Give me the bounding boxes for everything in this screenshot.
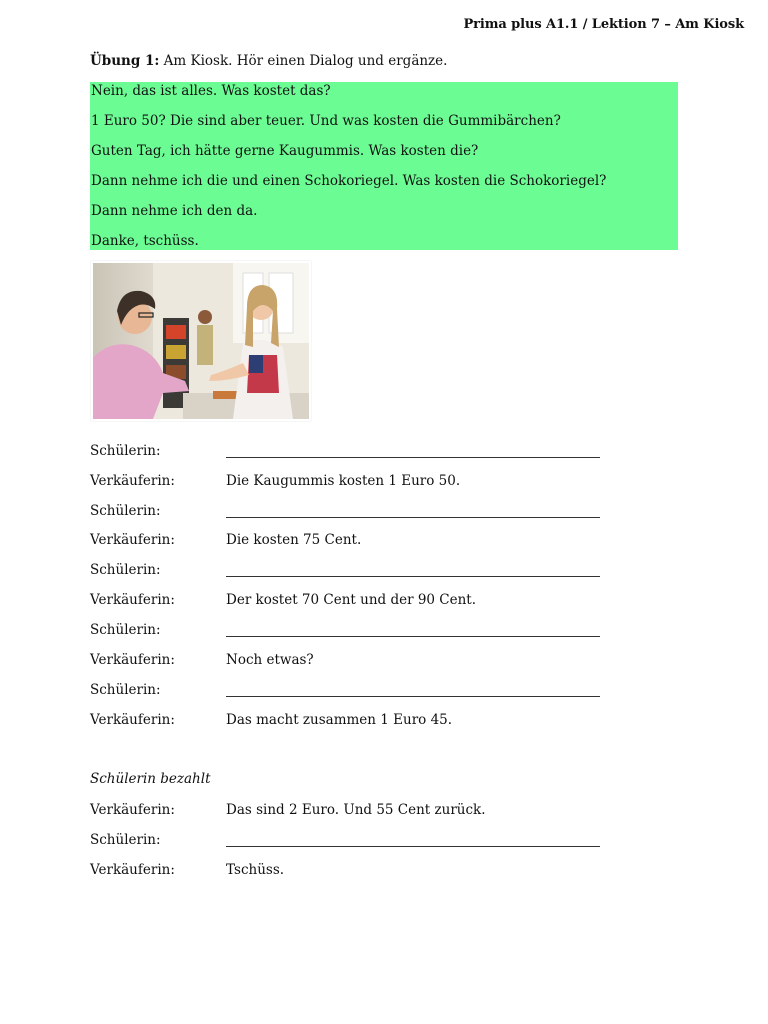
page-header: Prima plus A1.1 / Lektion 7 – Am Kiosk (463, 17, 744, 32)
stage-direction: Schülerin bezahlt (90, 771, 211, 787)
option-4: Dann nehme ich die und einen Schokoriegel. Was kosten die Schokoriegel? (91, 173, 607, 189)
dialog-text: Die kosten 75 Cent. (226, 532, 362, 548)
dialog-text: Das macht zusammen 1 Euro 45. (226, 712, 453, 728)
speaker-label: Schülerin: (90, 562, 161, 578)
option-3: Guten Tag, ich hätte gerne Kaugummis. Was kosten die? (91, 143, 479, 159)
answer-blank-line[interactable] (226, 576, 600, 577)
dialog-text: Der kostet 70 Cent und der 90 Cent. (226, 592, 477, 608)
speaker-label: Verkäuferin: (90, 802, 175, 818)
speaker-label: Verkäuferin: (90, 652, 175, 668)
dialog-text: Tschüss. (226, 862, 285, 878)
dialog-text: Noch etwas? (226, 652, 314, 668)
speaker-label: Verkäuferin: (90, 532, 175, 548)
answer-blank-line[interactable] (226, 457, 600, 458)
speaker-label: Schülerin: (90, 832, 161, 848)
answer-blank-line[interactable] (226, 636, 600, 637)
option-5: Dann nehme ich den da. (91, 203, 258, 219)
answer-blank-line[interactable] (226, 517, 600, 518)
speaker-label: Schülerin: (90, 622, 161, 638)
speaker-label: Schülerin: (90, 682, 161, 698)
speaker-label: Verkäuferin: (90, 592, 175, 608)
exercise-instruction: Am Kiosk. Hör einen Dialog und ergänze. (163, 53, 448, 69)
speaker-label: Verkäuferin: (90, 473, 175, 489)
speaker-label: Verkäuferin: (90, 862, 175, 878)
kiosk-scene-illustration (93, 263, 309, 419)
exercise-title (90, 53, 447, 69)
dialog-text: Das sind 2 Euro. Und 55 Cent zurück. (226, 802, 486, 818)
kiosk-photo (91, 261, 311, 421)
option-1: Nein, das ist alles. Was kostet das? (91, 83, 331, 99)
answer-blank-line[interactable] (226, 696, 600, 697)
answer-options-box (90, 82, 678, 250)
exercise-label: Übung 1: (90, 53, 160, 69)
option-6: Danke, tschüss. (91, 233, 199, 249)
speaker-label: Verkäuferin: (90, 712, 175, 728)
dialog-text: Die Kaugummis kosten 1 Euro 50. (226, 473, 461, 489)
option-2: 1 Euro 50? Die sind aber teuer. Und was kosten die Gummibärchen? (91, 113, 561, 129)
speaker-label: Schülerin: (90, 443, 161, 459)
answer-blank-line[interactable] (226, 846, 600, 847)
speaker-label: Schülerin: (90, 503, 161, 519)
